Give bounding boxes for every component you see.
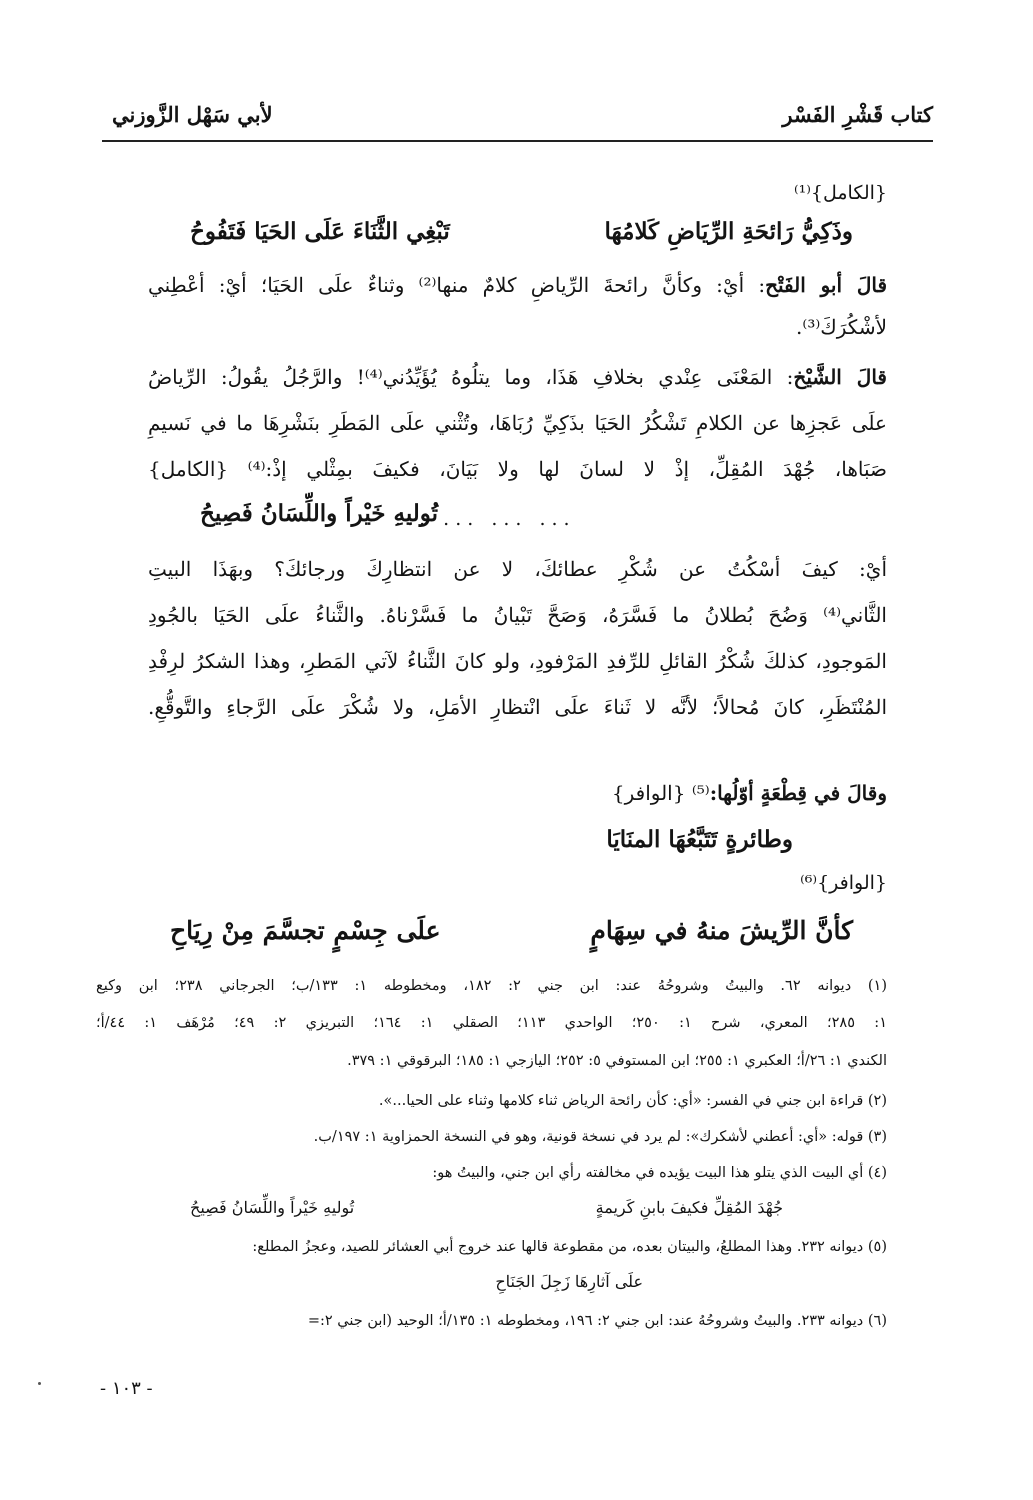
paragraph-3-line-1: أيْ: كيفَ أسْكُتُ عن شُكْرِ عطائكَ، لا عن انتظارِكَ ورجائكَ؟ وبهَذَا البيتِ <box>148 557 887 581</box>
verse-1-second-hemistich: تَبْغِي الثَّنَاءَ عَلَى الحَيَا فَتَفُوحُ <box>190 218 450 245</box>
running-head-book-title: كتاب قَشْرِ الفَسْر <box>782 102 933 127</box>
paragraph-3-line-3: المَوجودِ، كذلكَ شُكْرُ القائلِ للرِّفدِ المَرْفودِ، ولو كانَ الثَّناءُ لآتي المَطرِ، وهذا الشكرُ لرِفْدِ <box>148 649 887 673</box>
verse-4-first-hemistich: كأنَّ الرِّيشَ منهُ في سِهَامٍ <box>590 916 853 945</box>
footnote-6: (٦) ديوانه ٢٣٣. والبيتُ وشروحُهُ عند: ابن جني ٢: ١٩٦، ومخطوطه ١: ١٣٥/أ؛ الوحيد (ابن جني ٢:= <box>307 1313 887 1329</box>
running-head-author: لأبي سَهْل الزَّوزني <box>112 102 273 127</box>
verse-3-first-hemistich: وطائرةٍ تَتَبَّعُهَا المنَايَا <box>606 826 793 853</box>
paragraph-1-text: : أيْ: وكأنَّ رائحةَ الرِّياضِ كلامٌ منها⁽²⁾ وثناءٌ علَى الحَيَا؛ أيْ: أعْطِني <box>148 273 766 297</box>
scan-speck <box>38 1382 41 1385</box>
elided-hemistich-dots: ... ... ... ... <box>395 508 576 530</box>
footnote-5: (٥) ديوانه ٢٣٢. وهذا المطلعُ، والبيتان بعده، من مقطوعة قالها عند خروج أبي العشائر للصيد، وعجزُ المطلع: <box>252 1239 887 1255</box>
paragraph-1-line-1 <box>148 268 887 302</box>
header-rule <box>102 140 933 142</box>
footnote-2: (٢) قراءة ابن جني في الفسر: «أي: كأن رائحة الرياض ثناء كلامها وثناء على الحيا...». <box>378 1093 887 1109</box>
speaker-al-shaykh: قالَ الشَّيْخ <box>793 365 887 389</box>
paragraph-4-line-1 <box>148 776 887 810</box>
speaker-abu-al-fath: قالَ أبو الفَتْح <box>765 273 888 297</box>
verse-4-second-hemistich: علَى جِسْمٍ تجسَّمَ مِنْ رِيَاحِ <box>170 916 441 945</box>
verse-1-first-hemistich: وذَكِيُّ رَائحَةِ الرِّيَاضِ كَلامُهَا <box>604 218 853 245</box>
paragraph-3-line-2: الثَّاني⁽⁴⁾ وَضُحَ بُطلانُ ما فَسَّرَهُ، وَصَحَّ تَبْيانُ ما فَسَّرْناهُ. والثَّناءُ علَى الحَيَا بالجُودِ <box>148 603 887 627</box>
meter-label-wafir: ⁽⁵⁾ {الوافر} <box>611 781 710 805</box>
paragraph-1-line-2: لأشْكُرَكَ⁽³⁾. <box>796 315 887 339</box>
page-number: - ١٠٣ - <box>100 1378 153 1399</box>
footnote-1-line-3: الكندي ١: ٢٦/أ؛ العكبري ١: ٢٥٥؛ ابن المستوفي ٥: ٢٥٢؛ اليازجي ١: ١٨٥؛ البرقوقي ١: ٣٧٩. <box>347 1053 887 1069</box>
footnote-4-verse-second-hemistich: تُوليهِ خَيْراً واللِّسَانُ فَصِيحُ <box>190 1198 355 1217</box>
paragraph-2-line-1 <box>148 360 887 394</box>
verse-2-second-hemistich: تُوليهِ خَيْراً واللِّسَانُ فَصِيحُ <box>200 500 439 527</box>
paragraph-2-text: : المَعْنَى عِنْدي بخلافِ هَذَا، وما يتلُوهُ يُؤَيِّدُني⁽⁴⁾! والرَّجُلُ يقُولُ: الرِّياضُ <box>148 365 794 389</box>
footnote-3: (٣) قوله: «أي: أعطني لأشكرك»: لم يرد في نسخة قونية، وهو في النسخة الحمزاوية ١: ١٩٧/ب. <box>313 1129 887 1145</box>
paragraph-2-line-2: علَى عَجزِها عن الكلامِ تَشْكُرُ الحَيَا بذَكِيِّ رُبَاهَا، وتُثْني علَى المَطَرِ بنَشْرِهَا ما في نَسيمِ <box>148 411 887 435</box>
meter-label-wafir-6: {الوافر}⁽⁶⁾ <box>800 872 887 894</box>
meter-label-kamil: {الكامل}⁽¹⁾ <box>793 182 887 204</box>
footnote-1-line-1: (١) ديوانه ٦٢. والبيتُ وشروحُهُ عند: ابن جني ٢: ١٨٢، ومخطوطه ١: ١٣٣/ب؛ الجرجاني ٢٣٨؛ ابن وكيع <box>96 978 887 994</box>
footnote-5-verse: علَى آثارِهَا زَجِلَ الجَنَاحِ <box>495 1272 643 1291</box>
paragraph-3-line-4: المُنْتَظَرِ، كانَ مُحالاً؛ لأنَّه لا ثَناءَ علَى انْتظارِ الأمَلِ، ولا شُكْرَ علَى الرَّجاءِ والتَّوقُّعِ. <box>148 695 887 719</box>
footnote-1-line-2: ١: ٢٨٥؛ المعري، شرح ١: ٢٥٠؛ الواحدي ١١٣؛ الصقلي ١: ١٦٤؛ التبريزي ٢: ٤٩؛ مُرْهَف ١: ٤٤/أ؛ <box>96 1015 887 1031</box>
paragraph-2-line-3: صَبَاها، جُهْدَ المُقِلِّ، إذْ لا لسانَ لها ولا بَيَانَ، فكيفَ بمِثْلي إذْ:⁽⁴⁾ {الكامل} <box>148 457 887 481</box>
footnote-4-verse-first-hemistich: جُهْدَ المُقِلِّ فكيفَ بابنِ كَريمةٍ <box>595 1198 783 1217</box>
poem-intro: وقالَ في قِطْعَةٍ أوّلُها: <box>709 781 887 805</box>
footnote-4: (٤) أي البيت الذي يتلو هذا البيت يؤيده في مخالفته رأي ابن جني، والبيتُ هو: <box>432 1165 887 1181</box>
